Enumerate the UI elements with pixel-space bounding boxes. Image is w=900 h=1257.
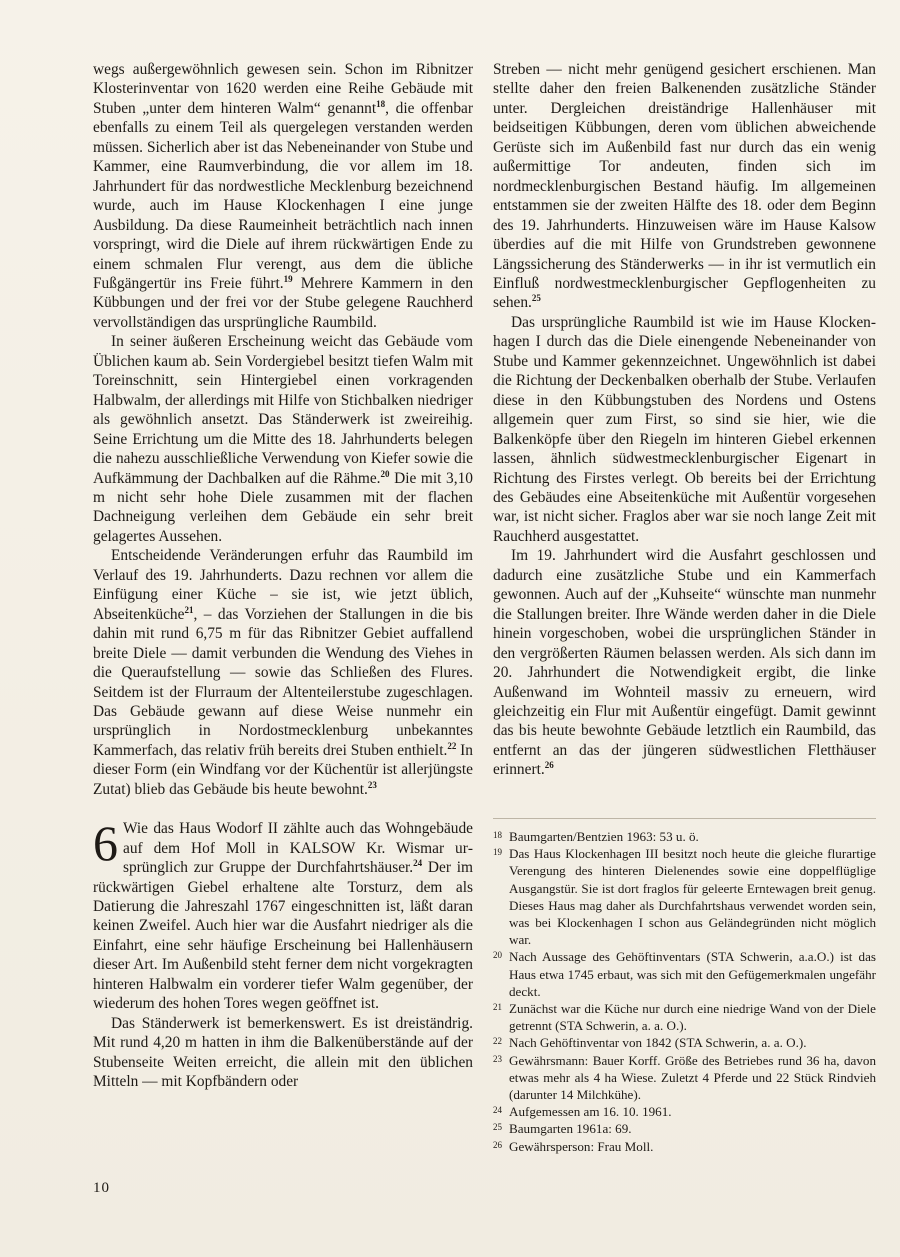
footnote-number: 22	[493, 1036, 502, 1047]
page-number: 10	[93, 1180, 110, 1196]
right-column	[493, 60, 876, 780]
footnote	[493, 1052, 876, 1104]
footnote-reference: 22	[447, 740, 457, 751]
left-column	[93, 60, 473, 1092]
footnote-number: 21	[493, 1002, 502, 1013]
paragraph: Streben — nicht mehr genügend gesichert erschienen. Man stellte daher den freien Balkenenden zusätzliche Ständer unter. Dergleichen dreiständrige Hallenhäuser mit beidseitigen Kübbungen, deren vom üblichen abweichende Gerüste sich im Außenbild fast nur durch das ein wenig außermittige Tor andeuten, finden sich im nordmecklenburgischen Bestand häufig. Im allgemeinen entstammen sie der zweiten Hälfte des 18. oder dem Beginn des 19. Jahrhunderts. Hinzuweisen wäre im Hause Kalsow überdies auf die mit Hilfe von Grundstreben gewonnene Längssicherung des Ständerwerks — in ihr ist vermutlich ein Einfluß nordwestmecklenburgischer Gepflogenheiten zu sehen.$^{25}$	[493, 61, 876, 312]
paragraph: Das Ständerwerk ist bemerkenswert. Es ist dreiständrig. Mit rund 4,20 m hatten in ihm die Balkenüberstände auf der Stubenseite Weiten erreicht, die allein mit den üblichen Mitteln — mit Kopfbändern oder	[93, 1014, 473, 1091]
footnote-text: Aufgemessen am 16. 10. 1961.	[509, 1104, 672, 1120]
footnote-reference: 26	[544, 760, 554, 771]
footnote	[493, 1000, 876, 1034]
footnotes-list	[493, 828, 876, 1155]
footnote-reference: 21	[184, 604, 194, 615]
footnote	[493, 845, 876, 948]
section-paragraph	[93, 815, 473, 1014]
footnote-number: 25	[493, 1122, 502, 1133]
footnote-text: Baumgarten 1961a: 69.	[509, 1121, 632, 1137]
paragraph: Das ursprüngliche Raumbild ist wie im Hause Klockenhagen I durch das die Diele einengende Nebeneinander von Stube und Kammer gekennzeichnet. Ungewöhnlich ist dabei die Richtung der Deckenbalken oberhalb der Stube. Verlaufen diese in den Kübbungstuben des Nordens und Ostens allgemein quer zum First, so sind sie hier, wie die Balkenköpfe über den Riegeln im hinteren Giebel erkennen lassen, ähnlich südwestmecklenburgischer Eigenart in Richtung des Firstes verlegt. Ob bereits bei der Errichtung des Gebäudes eine Abseitenküche mit Außentür vorgesehen war, ist nicht sicher. Fraglos aber war sie noch lange Zeit mit Rauchherd ausgestattet.	[493, 313, 876, 545]
footnote-number: 20	[493, 950, 502, 961]
footnote-text: Das Haus Klockenhagen III besitzt noch heute die gleiche flurartige Verengung des hinteren Dielenendes sowie eine doppelflüglige Ausgangstür. Sie ist dort fraglos für geleerte Erntewagen breit genug. Dieses Haus mag daher als Durchfahrtshaus verwendet worden sein, was bei Klockenhagen I schon aus Geländegründen nicht möglich war.	[509, 846, 876, 948]
footnote-reference: 23	[367, 779, 377, 790]
paragraph: wegs außergewöhnlich gewesen sein. Schon im Ribnitzer Klosterinventar von 1620 werden eine Reihe Gebäude mit Stuben „unter dem hinteren Walm“ genannt$^{18}$, die offenbar ebenfalls zu einem Teil als quergelegen verstanden werden müssen. Sicherlich aber ist das Nebeneinander von Stube und Kammer, eine Raumverbindung, die vor allem im 18. Jahrhundert für das nordwestliche Mecklenburg bezeichnend wurde, auch im Hause Klockenhagen I eine junge Ausbildung. Da diese Raumeinheit beträchtlich nach innen vorspringt, wird die Diele auf ihrem rückwärtigen Ende zu einem schmalen Flur verengt, aus dem die übliche Fußgängertür ins Freie führt.$^{19}$ Mehrere Kammern in den Kübbungen und der frei vor der Stube gelegene Rauchherd vervollständigen das ursprüngliche Raumbild.	[93, 61, 474, 331]
footnote-text: Zunächst war die Küche nur durch eine niedrige Wand von der Diele getrennt (STA Schwerin, a. a. O.).	[509, 1001, 876, 1034]
footnote-text: Gewährsmann: Bauer Korff. Größe des Betriebes rund 36 ha, davon etwas mehr als 4 ha Wiese. Zuletzt 4 Pferde und 22 Stück Rindvieh (darunter 14 Milchkühe).	[509, 1052, 876, 1103]
footnote	[493, 1103, 876, 1120]
paragraph: Entscheidende Veränderungen erfuhr das Raumbild im Verlauf des 19. Jahrhunderts. Dazu rechnen vor allem die Einfügung einer Küche – sie ist, wie jetzt üblich, Abseitenküche$^{21}$, – das Vorziehen der Stallungen in die bis dahin mit rund 6,75 m für das Ribnitzer Gebiet auffallend breite Diele — damit verbunden die Wendung des Viehes in die Queraufstellung — sowie das Schließen des Flures. Seitdem ist der Flurraum der Altenteilerstube zugeschlagen. Das Gebäude gewann auf diese Weise nunmehr ein ursprünglich in Nordostmecklenburg unbekanntes Kammerfach, das relativ früh bereits drei Stuben enthielt.$^{22}$ In dieser Form (ein Windfang vor der Küchentür ist allerjüngste Zutat) blieb das Gebäude bis heute bewohnt.$^{23}$	[93, 547, 474, 798]
footnote	[493, 828, 876, 845]
footnote-number: 18	[493, 830, 502, 840]
paragraph: Im 19. Jahrhundert wird die Ausfahrt geschlossen und dadurch eine zusätzliche Stube und ein Kammerfach gewonnen. Auch auf der „Kuhseite“ wünschte man nunmehr die Stallungen breiter. Ihre Wände werden daher in die Diele hinein vorgeschoben, wobei die ursprünglichen Ständer in den vergrößerten Räumen belassen werden. Als sich dann im 20. Jahrhundert die Notwendigkeit ergibt, die linke Außenwand im Wohnteil massiv zu erneuern, wird gleichzeitig ein Flur mit Außentür eingefügt. Damit gewinnt das bis heute bewohnte Gebäude letztlich ein Raumbild, das entfernt an das der jüngeren südwestlichen Fletthäuser erinnert.$^{26}$	[493, 547, 876, 779]
paragraph-body: Wie das Haus Wodorf II zählte auch das Wohngebäude auf dem Hof Moll in KALSOW Kr. Wismar ursprünglich zur Gruppe der Durchfahrtshäuser.$^{24}$ Der im rückwärtigen Giebel erhaltene alte Torsturz, dem als Datierung die Jahreszahl 1767 eingeschnitten ist, läßt daran keinen Zweifel. Auch hier war die Ausfahrt niedriger als die Einfahrt, eine sehr häufige Erscheinung bei Hallenhäusern dieser Art. Im Außenbild steht ferner dem nicht vorgekragten hinteren Halbwalm ein vorderer tiefer Walm gegenüber, der wiederum des hohen Tores wegen geöffnet ist.	[93, 820, 473, 1013]
footnote	[493, 948, 876, 1000]
footnote-text: Nach Gehöftinventar von 1842 (STA Schwerin, a. a. O.).	[509, 1035, 807, 1051]
footnote-reference: 18	[376, 98, 386, 109]
footnote-number: 26	[493, 1139, 502, 1150]
paragraph: In seiner äußeren Erscheinung weicht das Gebäude vom Üblichen kaum ab. Sein Vordergiebel besitzt tiefen Walm mit Toreinschnitt, sein Hintergiebel einen vorkragenden Halbwalm, der allerdings mit Hilfe von Stichbalken niedriger als gewöhnlich ansetzt. Das Ständerwerk ist zweireihig. Seine Errichtung um die Mitte des 18. Jahrhunderts belegen die nahezu ausschließliche Verwendung von Kiefer sowie die Aufkämmung der Dachbalken auf die Rähme.$^{20}$ Die mit 3,10 m nicht sehr hohe Diele zusammen mit der flachen Dachneigung verleihen dem Gebäude ein sehr breit gelagertes Aussehen.	[93, 333, 473, 545]
footnote	[493, 1120, 876, 1137]
footnote-reference: 19	[283, 273, 293, 284]
footnote-reference: 20	[380, 468, 390, 479]
footnote-number: 19	[493, 847, 502, 858]
footnote-reference: 25	[531, 293, 541, 304]
footnote-divider	[493, 818, 876, 819]
footnote	[493, 1034, 876, 1051]
drop-cap-section-number: 6	[93, 815, 118, 872]
footnote-reference: 24	[413, 858, 423, 869]
footnote-text: Nach Aussage des Gehöftinventars (STA Schwerin, a.a.O.) ist das Haus etwa 1745 erbaut, was sich mit den Gefügemerkmalen ungefähr deckt.	[509, 949, 876, 999]
footnote	[493, 1138, 876, 1155]
footnote-number: 24	[493, 1105, 502, 1116]
footnote-text: Baumgarten/Bentzien 1963: 53 u. ö.	[509, 829, 699, 844]
footnote-text: Gewährsperson: Frau Moll.	[509, 1138, 654, 1154]
footnote-number: 23	[493, 1053, 502, 1064]
